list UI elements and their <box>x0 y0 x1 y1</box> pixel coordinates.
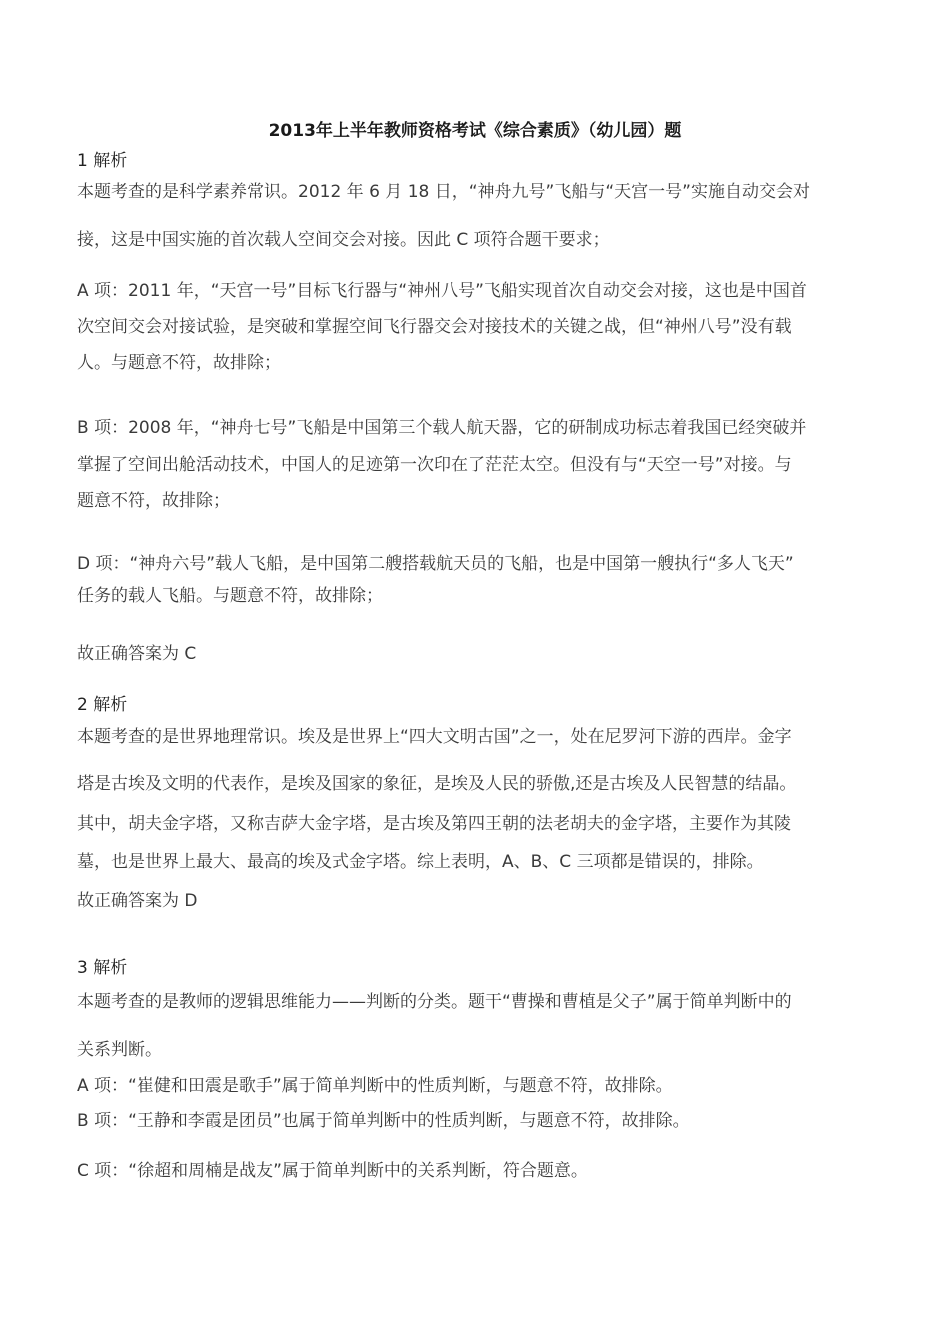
q2-heading: 2 解析 <box>77 695 128 715</box>
q1-line-7: 掌握了空间出舱活动技术，中国人的足迹第一次印在了茫茫太空。但没有与“天空一号”对接。与 <box>77 455 792 475</box>
q1-line-9: D 项：“神舟六号”载人飞船，是中国第二艘搭载航天员的飞船，也是中国第一艘执行“多人飞天” <box>77 554 794 574</box>
q3-option-b: B 项：“王静和李霞是团员”也属于简单判断中的性质判断，与题意不符，故排除。 <box>77 1111 690 1131</box>
q1-answer: 故正确答案为 C <box>77 644 197 664</box>
q1-line-6: B 项：2008 年，“神舟七号”飞船是中国第三个载人航天器，它的研制成功标志着我国已经突破并 <box>77 418 807 438</box>
q1-line-1: 本题考查的是科学素养常识。2012 年 6 月 18 日，“神舟九号”飞船与“天宫一号”实施自动交会对 <box>77 182 810 202</box>
page-title: 2013年上半年教师资格考试《综合素质》（幼儿园）题 <box>268 121 682 141</box>
q3-heading: 3 解析 <box>77 958 128 978</box>
q1-line-5: 人。与题意不符，故排除； <box>77 353 281 373</box>
q1-line-10: 任务的载人飞船。与题意不符，故排除； <box>77 586 383 606</box>
q3-option-a: A 项：“崔健和田震是歌手”属于简单判断中的性质判断，与题意不符，故排除。 <box>77 1076 673 1096</box>
q1-line-4: 次空间交会对接试验，是突破和掌握空间飞行器交会对接技术的关键之战，但“神州八号”没有载 <box>77 317 792 337</box>
q3-line-2: 关系判断。 <box>77 1040 162 1060</box>
q2-line-3: 其中，胡夫金字塔，又称吉萨大金字塔，是古埃及第四王朝的法老胡夫的金字塔，主要作为其陵 <box>77 814 791 834</box>
q1-line-2: 接，这是中国实施的首次载人空间交会对接。因此 C 项符合题干要求； <box>77 230 610 250</box>
q2-answer: 故正确答案为 D <box>77 891 198 911</box>
q1-heading: 1 解析 <box>77 151 128 171</box>
q2-line-1: 本题考查的是世界地理常识。埃及是世界上“四大文明古国”之一，处在尼罗河下游的西岸。金字 <box>77 727 792 747</box>
q1-line-8: 题意不符，故排除； <box>77 491 230 511</box>
q1-line-3: A 项：2011 年，“天宫一号”目标飞行器与“神州八号”飞船实现首次自动交会对接，这也是中国首 <box>77 281 807 301</box>
q3-option-c: C 项：“徐超和周楠是战友”属于简单判断中的关系判断，符合题意。 <box>77 1161 588 1181</box>
q2-line-4: 墓，也是世界上最大、最高的埃及式金字塔。综上表明，A、B、C 三项都是错误的，排除。 <box>77 852 764 872</box>
q2-line-2: 塔是古埃及文明的代表作，是埃及国家的象征，是埃及人民的骄傲,还是古埃及人民智慧的结晶。 <box>77 774 797 794</box>
q3-line-1: 本题考查的是教师的逻辑思维能力——判断的分类。题干“曹操和曹植是父子”属于简单判断中的 <box>77 992 792 1012</box>
